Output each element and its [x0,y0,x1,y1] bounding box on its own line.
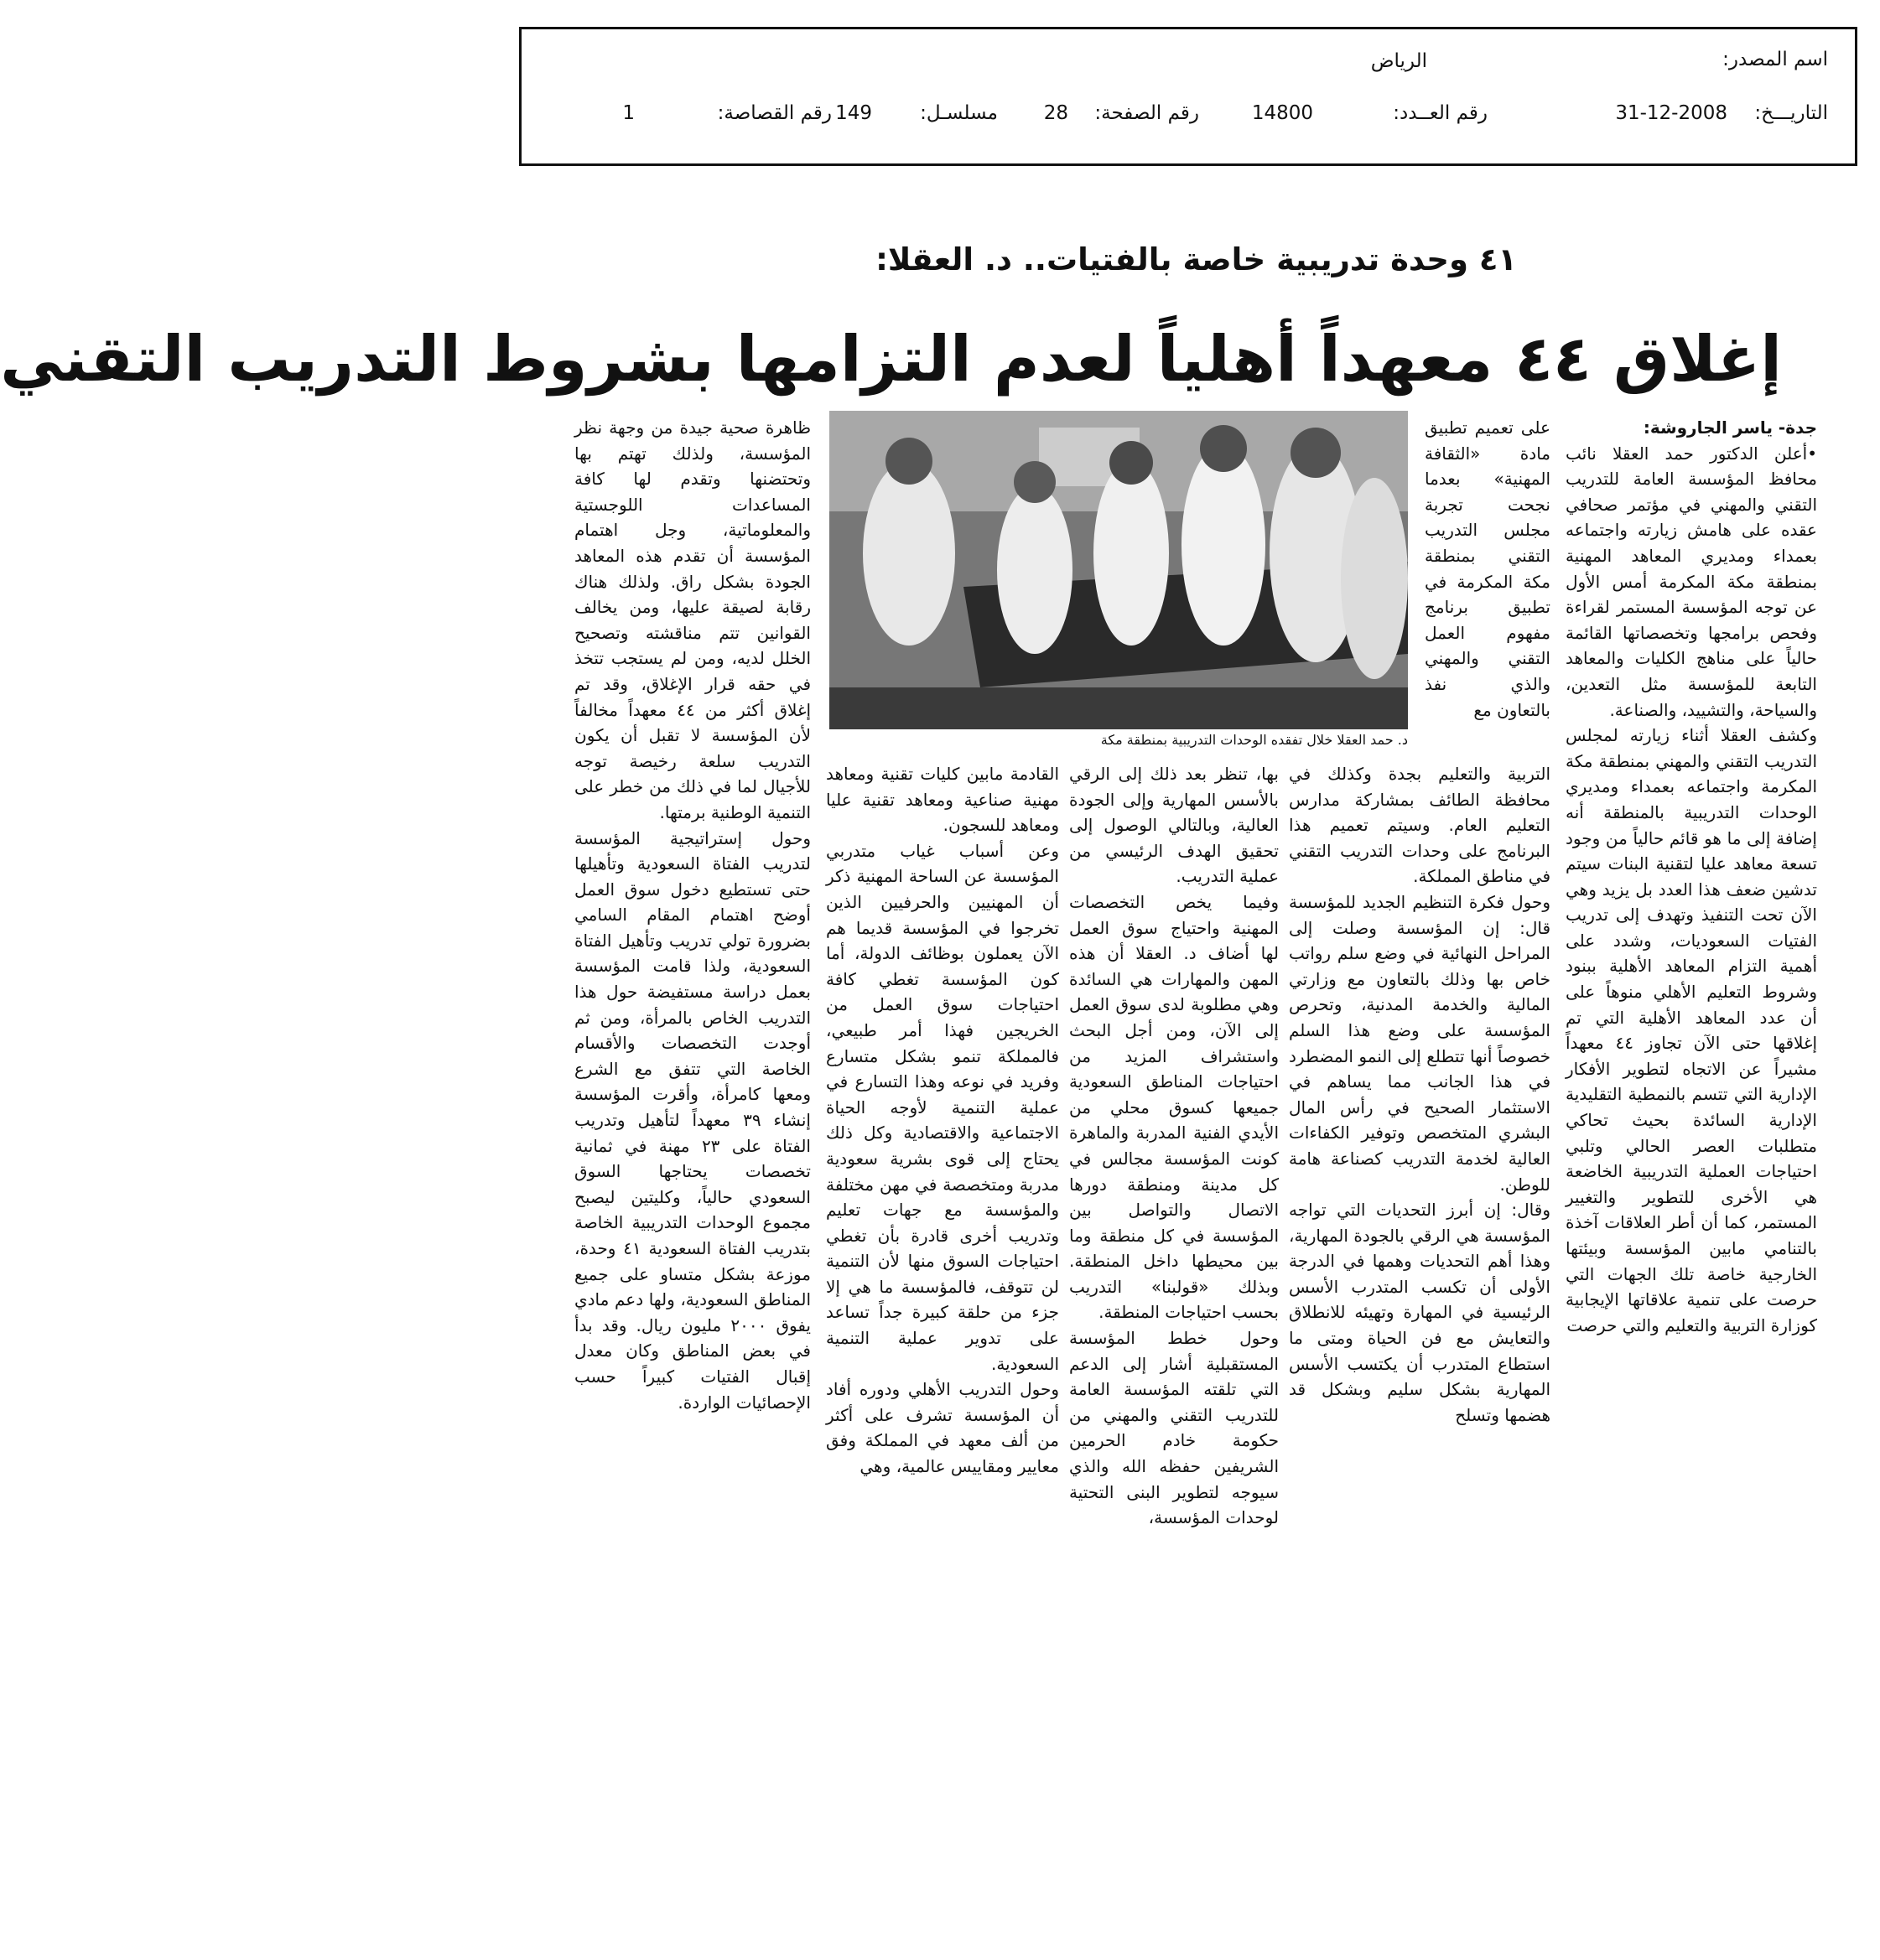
paragraph: وفيما يخص التخصصات المهنية واحتياج سوق العمل لها أضاف د. العقلا أن هذه المهن والمهارات هي السائدة وهي مطلوبة لدى سوق العمل إلى الآن، ومن أجل البحث واستشراف المزيد من احتياجات المناطق السعودية جميعها كسوق محلي من الأيدي الفنية المدربة والماهرة كونت المؤسسة مجالس في كل مدينة ومنطقة دورها الاتصال والتواصل بين المؤسسة في كل منطقة وما بين محيطها داخل المنطقة. وبذلك «قولبنا» التدريب بحسب احتياجات المنطقة. [1069,891,1279,1323]
date-label: التاريـــخ: [1754,102,1828,124]
article-column-5 [574,415,812,1413]
paragraph: •أعلن الدكتور حمد العقلا نائب محافظ المؤسسة العامة للتدريب التقني والمهني في مؤتمر صحافي عقده على هامش زيارته واجتماعه بعمداء ومديري المعاهد المهنية بمنطقة مكة المكرمة أمس الأول عن توجه المؤسسة المستمر لقراءة وفحص برامجها وتخصصاتها القائمة حالياً على مناهج الكليات والمعاهد التابعة للمؤسسة مثل التعدين، والسياحة، والتشييد، والصناعة. [1566,443,1817,720]
serial-label: مسلسـل: [920,102,998,124]
page-label: رقم الصفحة: [1094,102,1199,124]
article-column-2 [1289,761,1550,1425]
paragraph: بها، تنظر بعد ذلك إلى الرقي بالأسس المهارية وإلى الجودة العالية، وبالتالي الوصول إلى تحقيق الهدف الرئيسي من عملية التدريب. [1069,764,1279,887]
issue-value: 14800 [1251,102,1313,124]
paragraph: القادمة مابين كليات تقنية ومعاهد مهنية صناعية ومعاهد تقنية عليا ومعاهد للسجون. [826,764,1059,836]
article-headline: إغلاق ٤٤ معهداً أهلياً لعدم التزامها بشروط التدريب التقني [0,322,1782,396]
date-value: 31-12-2008 [1615,102,1727,124]
clip-value: 1 [622,102,635,124]
source-header-box [519,27,1857,166]
paragraph: وقال: إن أبرز التحديات التي تواجه المؤسسة هي الرقي بالجودة المهارية، وهذا أهم التحديات وهمها في الدرجة الأولى أن تكسب المتدرب الأسس الرئيسية في المهارة وتهيئه للانطلاق والتعايش مع فن الحياة ومتى ما استطاع المتدرب أن يكتسب الأسس المهارية بشكل سليم وبشكل قد هضمها وتسلح [1289,1200,1550,1425]
paragraph: وحول خطط المؤسسة المستقبلية أشار إلى الدعم التي تلقته المؤسسة العامة للتدريب التقني والمهني من حكومة خادم الحرمين الشريفين حفظه الله والذي سيوجه لتطوير البنى التحتية لوحدات المؤسسة، [1069,1328,1279,1528]
article-column-1 [1566,415,1817,1335]
paragraph: التربية والتعليم بجدة وكذلك في محافظة الطائف بمشاركة مدارس التعليم العام. وسيتم تعميم هذا البرنامج على وحدات التدريب التقني في مناطق المملكة. [1289,764,1550,887]
article-subheadline: ٤١ وحدة تدريبية خاصة بالفتيات.. د. العقلا: [875,241,1517,277]
photo-caption: د. حمد العقلا خلال تفقده الوحدات التدريبية بمنطقة مكة [1100,732,1408,748]
issue-label: رقم العــدد: [1393,102,1488,124]
photo-illustration [829,411,1408,729]
source-value: الرياض [1370,50,1427,72]
byline: جدة- ياسر الجاروشة: [1643,417,1817,438]
source-label: اسم المصدر: [1722,49,1828,70]
serial-value: 149 [835,102,872,124]
paragraph: على تعميم تطبيق مادة «الثقافة المهنية» بعدما نجحت تجربة مجلس التدريب التقني بمنطقة مكة المكرمة في تطبيق برنامج مفهوم العمل التقني والمهني والذي نفذ بالتعاون مع [1425,417,1550,720]
paragraph: وحول التدريب الأهلي ودوره أفاد أن المؤسسة تشرف على أكثر من ألف معهد في المملكة وفق معايير ومقاييس عالمية، وهي [826,1379,1059,1477]
paragraph: وحول فكرة التنظيم الجديد للمؤسسة قال: إن المؤسسة وصلت إلى المراحل النهائية في وضع سلم رواتب خاص بها وذلك بالتعاون مع وزارتي المالية والخدمة المدنية، وتحرص المؤسسة على وضع هذا السلم خصوصاً أنها تتطلع إلى النمو المضطرد في هذا الجانب مما يساهم في الاستثمار الصحيح في رأس المال البشري المتخصص وتوفير الكفاءات العالية لخدمة التدريب كصناعة هامة للوطن. [1289,891,1550,1195]
clip-label: رقم القصاصة: [717,102,832,124]
article-column-4 [826,761,1059,1477]
paragraph: وحول إستراتيجية المؤسسة لتدريب الفتاة السعودية وتأهيلها حتى تستطيع دخول سوق العمل أوضح اهتمام المقام السامي بضرورة تولي تدريب وتأهيل الفتاة السعودية، ولذا قامت المؤسسة بعمل دراسة مستفيضة حول هذا التدريب الخاص بالمرأة، ومن ثم أوجدت التخصصات والأقسام الخاصة التي تتفق مع الشرع ومعها كامرأة، وأقرت المؤسسة إنشاء ٣٩ معهداً لتأهيل وتدريب الفتاة على ٢٣ مهنة في ثمانية تخصصات يحتاجها السوق السعودي حالياً، وكليتين ليصبح مجموع الوحدات التدريبية الخاصة بتدريب الفتاة السعودية ٤١ وحدة، موزعة بشكل متساو على جميع المناطق السعودية، ولها دعم مادي يفوق ٢٠٠٠ مليون ريال. وقد بدأ في بعض المناطق وكان معدل إقبال الفتيات كبيراً حسب الإحصائيات الواردة. [574,827,812,1413]
paragraph: وعن أسباب غياب متدربي المؤسسة عن الساحة المهنية ذكر أن المهنيين والحرفيين الذين تخرجوا في المؤسسة قديما هم الآن يعملون بوظائف الدولة، أما كون المؤسسة تغطي كافة احتياجات سوق العمل من الخريجين فهذا أمر طبيعي، فالمملكة تنمو بشكل متسارع وفريد في نوعه وهذا التسارع في عملية التنمية لأوجه الحياة الاجتماعية والاقتصادية وكل ذلك يحتاج إلى قوى بشرية سعودية مدربة ومتخصصة في مهن مختلفة والمؤسسة مع جهات تعليم وتدريب أخرى قادرة بأن تغطي احتياجات السوق منها لأن التنمية لن تتوقف، فالمؤسسة ما هي إلا جزء من حلقة كبيرة جداً تساعد على تدوير عملية التنمية السعودية. [826,840,1059,1374]
article-photo [829,411,1408,729]
page-value: 28 [1043,102,1068,124]
article-column-2-top [1425,415,1550,754]
paragraph: وكشف العقلا أثناء زيارته لمجلس التدريب التقني والمهني بمنطقة مكة المكرمة واجتماعه بعمداء ومديري الوحدات التدريبية بالمنطقة أنه إضافة إلى ما هو قائم حالياً من وجود تسعة معاهد عليا لتقنية البنات سيتم تدشين ضعف هذا العدد بل يزيد وهي الآن تحت التنفيذ وتهدف إلى تدريب الفتيات السعوديات، وشدد على أهمية التزام المعاهد الأهلية ببنود وشروط التعليم الأهلي منوهاً على أن عدد المعاهد الأهلية التي تم إغلاقها حتى الآن تجاوز ٤٤ معهداً مشيراً عن الاتجاه لتطوير الأفكار الإدارية التي تتسم بالنمطية التقليدية الإدارية السائدة بحيث تحاكي متطلبات العصر الحالي وتلبي احتياجات العملية التدريبية الخاضعة هي الأخرى للتطوير والتغيير المستمر، كما أن أطر العلاقات آخذة بالتنامي مابين المؤسسة وبيئتها الخارجية خاصة تلك الجهات التي حرصت على تنمية علاقاتها الإيجابية كوزارة التربية والتعليم والتي حرصت [1566,725,1817,1335]
paragraph: ظاهرة صحية جيدة من وجهة نظر المؤسسة، ولذلك تهتم بها وتحتضنها وتقدم لها كافة المساعدات اللوجستية والمعلوماتية، وجل اهتمام المؤسسة أن تقدم هذه المعاهد الجودة بشكل راق. ولذلك هناك رقابة لصيقة عليها، ومن يخالف القوانين تتم مناقشته وتصحيح الخلل لديه، ومن لم يستجب تتخذ في حقه قرار الإغلاق، وقد تم إغلاق أكثر من ٤٤ معهداً مخالفاً لأن المؤسسة لا تقبل أن يكون التدريب سلعة رخيصة توجه للأجيال لما في ذلك من خطر على التنمية الوطنية برمتها. [574,417,812,822]
article-column-3 [1069,761,1279,1528]
